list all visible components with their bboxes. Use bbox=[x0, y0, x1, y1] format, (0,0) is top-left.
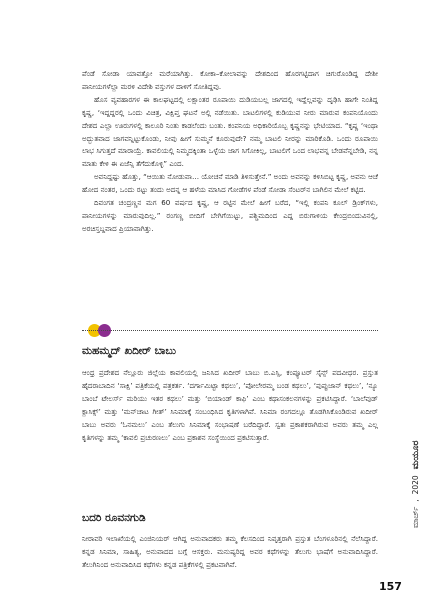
paragraph: ನೀರಾವರಿ ಇಲಾಖೆಯಲ್ಲಿ ಎಂಜಿನಿಯರ್ ಆಗಿದ್ದ ಅನುವಾದಕರು ತಮ್ಮ ಕೆಲಸದಿಂದ ನಿವೃತ್ತರಾಗಿ ಪ್ರಸ್ತುತ ಬೆಂಗಳೂರಿನಲ್ಲಿ ನೆಲೆಸಿದ್ದಾರೆ. ಕನ್ನಡ ಸಿನಿಮಾ, ಸಾಹಿತ್ಯ, ಅನುವಾದದ ಬಗ್ಗೆ ಆಸಕ್ತರು. ಮನುಷ್ಯರಿದ್ದ ಅವರ ಕಥೆಗಳನ್ನು ತೆಲುಗು ಭಾಷೆಗೆ ಅನುವಾದಿಸಿದ್ದಾರೆ. ತೆಲುಗಿನಿಂದ ಅನುವಾದಿಸಿದ ಕಥೆಗಳು ಕನ್ನಡ ಪತ್ರಿಕೆಗಳಲ್ಲಿ ಪ್ರಕಟವಾಗಿವೆ. bbox=[82, 534, 378, 569]
translator-bio bbox=[82, 533, 378, 572]
paragraph: ದಿವಂಗತ ಚಂದ್ರಣ್ಣನ ಮಗ 60 ವರ್ಷದ ಕೃಷ್ಣ, ಆ ರಟ್ಟಿನ ಮೇಲೆ ಹೀಗೆ ಬರೆದ, “ಇಲ್ಲಿ ಕಂಪನಿ ಕೂಲ್ ಡ್ರಿಂಕ್‌ಗಳು, ಪಾನೀಯಗಳನ್ನು ಮಾರುವುದಿಲ್ಲ.” ರಂಗಣ್ಣ ಬೀದಿಗೆ ಬೇಗಿಗೆಯಿಟ್ಟು, ಪಶ್ಚಿಮದಿಂದ ಎದ್ದ ಬಿರುಗಾಳಿಯ ಕೇಂದ್ರಬಿಂದುವಿನಲ್ಲಿ, ಅರಚಿಸ್ತಬ್ದವಾದ ಪ್ರಿಯಾವಾಗಿತ್ತು. bbox=[82, 198, 378, 233]
magazine-name: ಮಯೂರ bbox=[411, 440, 421, 470]
article-body bbox=[82, 68, 378, 236]
author-bio bbox=[82, 367, 378, 444]
translator-bio-title: ಬದರಿ ರೂವನಗುಡಿ bbox=[82, 512, 146, 524]
issue-month: ಮಾರ್ಚ್ bbox=[411, 506, 420, 528]
page-number: 157 bbox=[379, 580, 402, 593]
running-footer: ಮಾರ್ಚ್,2020ಮಯೂರ bbox=[411, 440, 421, 528]
issue-year: 2020 bbox=[411, 475, 420, 495]
paragraph: ಪೆಂಡೆ ಸೋಡಾ ಯಾವತ್ತೋ ಮರೆಯಾಗಿತ್ತು. ಕೋಕಾ–ಕೋಲಾವನ್ನು ದೇಶದಿಂದ ಹೊರಗಟ್ಟಿದಾಗ ಚಿಗುರೊಂಡಿದ್ದ ದೇಶೀ ಪಾನೀಯಗಳೆಲ್ಲಾ ಮರಳಿ ವಿದೇಶಿ ವಸ್ತುಗಳ ದಾಳಿಗೆ ಸೋತಿದ್ದವು. bbox=[82, 69, 378, 91]
paragraph: ಆಂಧ್ರ ಪ್ರದೇಶದ ನೆಲ್ಲೂರು ಜಿಲ್ಲೆಯ ಕಾವಲಿಯಲ್ಲಿ ಜನಿಸಿದ ಖದೀರ್ ಬಾಬು ಬಿ.ಎಸ್ಸಿ, ಕಂಪ್ಯೂಟರ್ ಸೈನ್ಸ್ ಪದವೀಧರ. ಪ್ರಸ್ತುತ ಹೈದರಾಬಾದಿನ ‘ಸಾಕ್ಷಿ’ ಪತ್ರಿಕೆಯಲ್ಲಿ ಪತ್ರಕರ್ತ. ‘ದರ್ಗಾಮಿಟ್ಟಾ ಕಥಲು’, ‘ಪೋಲೇರಮ್ಮ ಬಂಡ ಕಥಲು’, ‘ಪುಪ್ಪುಜಾನ್ ಕಥಲು’, ‘ನ್ಯೂ ಬಾಂಬೆ ಟೇಲರ್ಸ್ ಮರಿಯು ಇತರ ಕಥಲು’ ಮತ್ತು ‘ಬಿಯಾಂಡ್ ಕಾಫಿ’ ಎಂಬ ಕಥಾಸಂಕಲನಗಳನ್ನು ಪ್ರಕಟಿಸಿದ್ದಾರೆ. ‘ಬಾಲೆವುಡ್ ಕ್ಲಾಸಿಕ್ಸ್’ ಮತ್ತು ‘ಮನ್‌ಚಾಟ ಗೀತ್’ ಸಿನಿಮಾಕ್ಕೆ ಸಂಬಂಧಿಸಿದ ಕೃತಿಗಳಾಗಿವೆ. ಸಿನಿಮಾ ರಂಗದಲ್ಲೂ ತೊಡಗಿಸಿಕೊಂಡಿರುವ ಖದೀರ್ ಬಾಬು ಅವರು ‘ಓನಮಲು’ ಎಂಬ ತೆಲುಗು ಸಿನಿಮಾಕ್ಕೆ ಸಂಭಾಷಣೆ ಬರೆದಿದ್ದಾರೆ. ಸ್ವತಃ ಪ್ರಕಾಶಕರಾಗಿರುವ ಅವರು ತಮ್ಮ ಎಲ್ಲ ಕೃತಿಗಳನ್ನು ತಮ್ಮ ‘ಕಾವಲಿ ಪ್ರಚುರಣಲು’ ಎಂಬ ಪ್ರಕಾಶನ ಸಂಸ್ಥೆಯಿಂದ ಪ್ರಕಟಿಸುತ್ತಾರೆ. bbox=[82, 368, 378, 442]
paragraph: ಹೊಸ ವ್ಯವಹಾರಗಳ ಈ ಕಾಲಘಟ್ಟದಲ್ಲಿ ಲಕ್ಷಾಂತರ ರೂಪಾಯಿ ದುಡಿಯಬಲ್ಲ ಜಾಗದಲ್ಲಿ ಇದ್ದೆಲ್ಲವನ್ನು ದೃಢಿಸಿ ಹಾಗೇ ನಿಂತಿದ್ದ ಕೃಷ್ಣ, ‘ಇದ್ದದ್ದರಲ್ಲಿ ಒಂದು ವಿಚಿತ್ರ, ವಿಕ್ಷಿಪ್ತ ಘಟನೆ ಅಲ್ಲಿ ನಡೆಯಿತು. ಬಾಟಲಿಗಳಲ್ಲಿ ಕುಡಿಯುವ ನೀರು ಮಾರುವ ಕಂಪನಿಯೊಂದು ದೇಶದ ಎಲ್ಲಾ ಊರುಗಳಲ್ಲಿ ಕಾಲೂರಿ ನಿಂತು ಕಾಡಲೆಂದು ಬಂತು. ಕಂಪನಿಯ ಅಧಿಕಾರಿಯೊಬ್ಬ ಕೃಷ್ಣನನ್ನು ಭೇಟಿಯಾದ. “ಕೃಷ್ಣ ‘ಇಂಥಾ ಅದ್ಭುತವಾದ ಜಾಗವನ್ನಿಟ್ಟುಕೊಂಡು, ನೀವು ಹೀಗೆ ಸುಮ್ಮನೆ ಕೂರುವುದೇ? ನಮ್ಮ ಬಾಟಲಿ ನೀರನ್ನು ಮಾರಿಕೊಡಿ. ಒಂದು ರೂಪಾಯಿ ಲಾಭ ಸಿಗುತ್ತದೆ ಮಾರಾಯ್ರೆ. ಕಾವಲಿಯಲ್ಲಿ ನಿಮ್ಮದಕ್ಕಿಂತಾ ಒಳ್ಳೆಯ ಜಾಗ ಸಿಗೋಕಿಲ್ಲ, ಬಾಟಲಿಗೆ ಒಂದ ಲಾಭವನ್ನ ಬೇಡವೆನ್ನಬೇಡಿ, ನನ್ನ ಮಾತು ಕೇಳಿ ಈ ಏಜೆನ್ಸಿ ತೆಗೆದುಕೊಳ್ಳಿ” ಎಂದ. bbox=[82, 94, 378, 169]
paragraph: ಅವನಿದ್ದಷ್ಟು ಹೊತ್ತು, “ಆಯಿತು ನೋಡುವಾ… ಯೋಚನೆ ಮಾಡಿ ತಿಳಿಸುತ್ತೇನೆ.” ಅಂದು ಅವನನ್ನು ಕಳಿಸಿಬಿಟ್ಟ ಕೃಷ್ಣ, ಅವನು ಆಚೆ ಹೋದ ನಂತರ, ಒಂದು ರಟ್ಟು ತಂದು ಅದನ್ನ ಆ ಹಳೆಯ ಮಾಸಿದ ಗೋಡೆಗಳ ಪೆಂಡೆ ಸೋಡಾ ಸೆಂಟರ್‌ನ ಬಾಗಿಲಿನ ಮೇಲೆ ಕಟ್ಟಿದ. bbox=[82, 172, 378, 195]
author-bio-title: ಮಹಮ್ಮದ್ ಖದೀರ್ ಬಾಬು bbox=[82, 345, 176, 357]
section-divider bbox=[82, 330, 378, 331]
